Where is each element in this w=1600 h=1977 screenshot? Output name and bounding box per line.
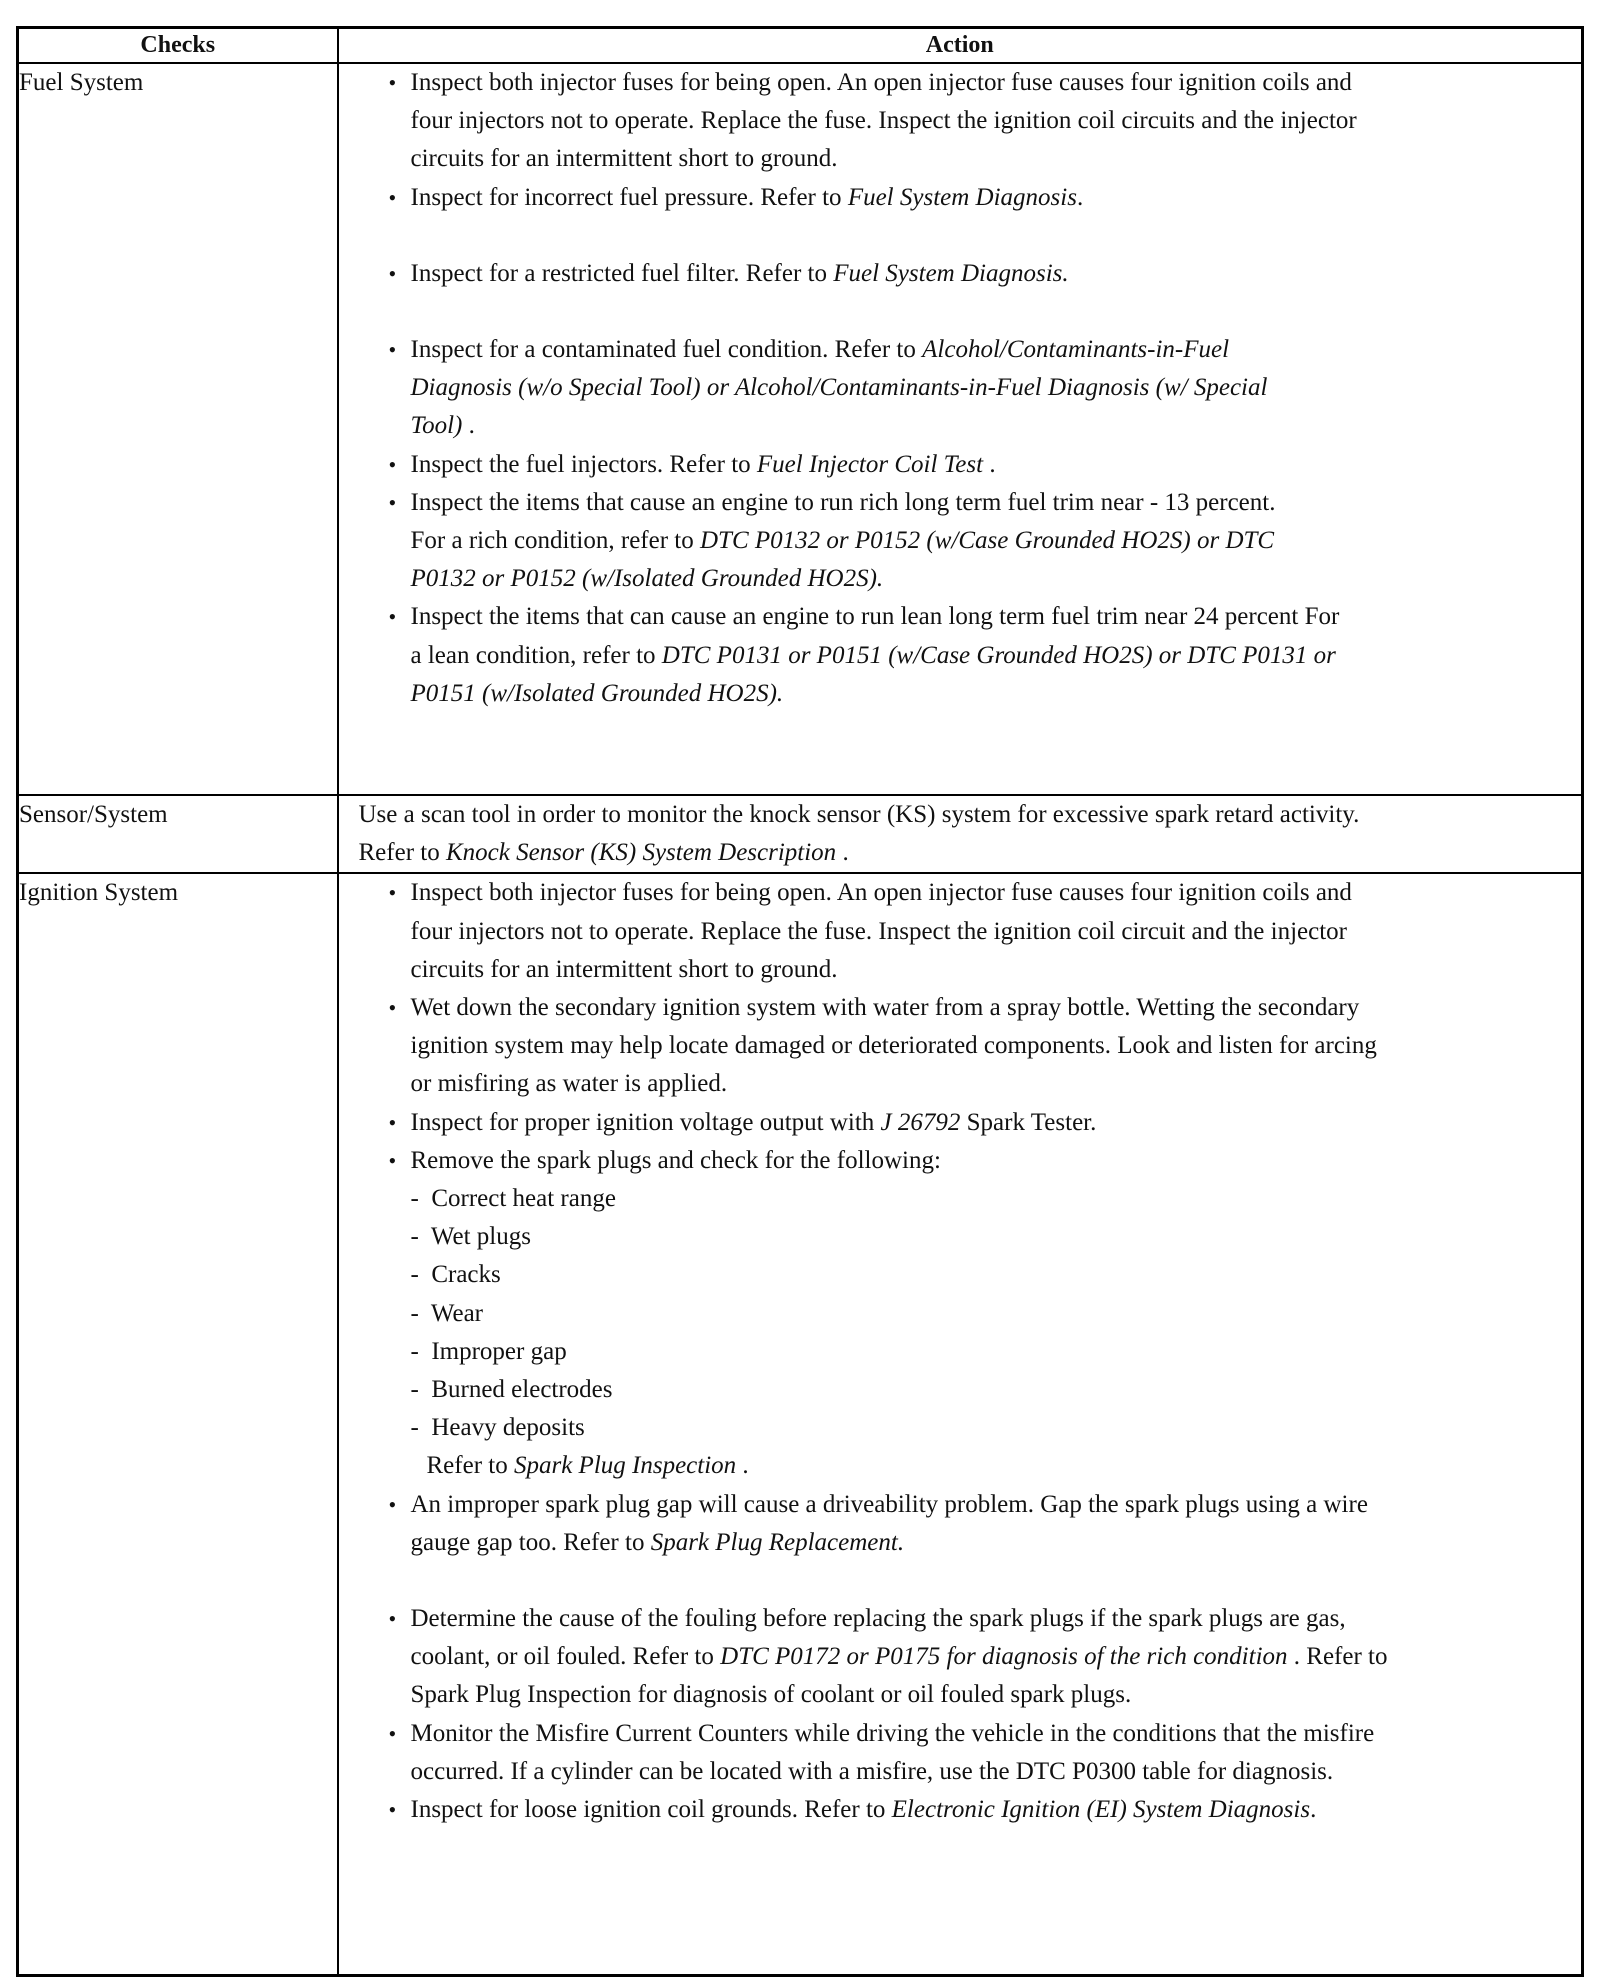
list-item: • An improper spark plug gap will cause a driveability problem. Gap the spark plugs using a wire gauge gap too. Refer to Spark Plug Replacement. [389,1486,1399,1562]
list-item: • Inspect for loose ignition coil grounds. Refer to Electronic Ignition (EI) System Diagnosis. [389,1791,1399,1829]
table-row-sensor-system [18,795,1583,873]
table-row-ignition-system [18,873,1583,1976]
refer-line: Refer to Spark Plug Inspection . [426,1452,749,1480]
list-item: • Inspect for a contaminated fuel condition. Refer to Alcohol/Contaminants-in-Fuel Diagnosis (w/o Special Tool) or Alcohol/Contaminants-in-Fuel Diagnosis (w/ Special Tool) . [389,331,1311,446]
action-column-header: Action [338,28,1583,64]
reference-link: DTC P0131 or P0151 (w/Case Grounded HO2S) or DTC P0131 or P0151 (w/Isolated Grounded HO2S). [410,641,1336,707]
list-item: • Wet down the secondary ignition system with water from a spray bottle. Wetting the secondary ignition system may help locate damaged or deteriorated components. Look and listen for arcing or misfiring as water is applied. [389,989,1399,1104]
table-row-fuel-system [18,63,1583,795]
reference-link: J 26792 [880,1108,961,1136]
reference-link: Spark Plug Replacement. [650,1528,905,1556]
check-cell-fuel-system: Fuel System [18,63,338,795]
reference-link: Fuel System Diagnosis. [833,259,1069,287]
list-item: • Inspect both injector fuses for being open. An open injector fuse causes four ignition coils and four injectors not to operate. Replace the fuse. Inspect the ignition coil circuits and the injector circuits for an intermittent short to ground. [389,64,1399,179]
list-item: • Inspect the items that can cause an engine to run lean long term fuel trim near 24 percent For a lean condition, refer to DTC P0131 or P0151 (w/Case Grounded HO2S) or DTC P0131 or P0151 (w/Isolated Grounded HO2S). [389,598,1341,713]
reference-link: DTC P0132 or P0152 (w/Case Grounded HO2S) or DTC P0132 or P0152 (w/Isolated Grounded HO2S). [410,527,1275,593]
table-header-row [18,28,1583,64]
reference-link: Fuel System Diagnosis [847,183,1077,211]
list-item: • Inspect both injector fuses for being open. An open injector fuse causes four ignition coils and four injectors not to operate. Replace the fuse. Inspect the ignition coil circuit and the injector circuits for an intermittent short to ground. [389,874,1399,989]
check-cell-sensor-system: Sensor/System [18,795,338,873]
reference-link: Spark Plug Inspection [513,1452,737,1480]
sub-list-item: - Wet plugs [410,1223,531,1251]
sub-list-item: - Heavy deposits [410,1414,585,1442]
checks-column-header: Checks [18,28,338,64]
reference-link: Knock Sensor (KS) System Description [445,839,837,867]
list-item: • Inspect for proper ignition voltage output with J 26792 Spark Tester. [389,1104,1399,1142]
list-item: • Inspect for incorrect fuel pressure. Refer to Fuel System Diagnosis. [389,179,1399,217]
reference-link: Electronic Ignition (EI) System Diagnosis [891,1796,1311,1824]
reference-link: DTC P0172 or P0175 for diagnosis of the rich condition [720,1643,1288,1671]
sub-list-item: - Improper gap [410,1337,567,1365]
sub-list-item: - Burned electrodes [410,1376,613,1404]
list-item: • Inspect for a restricted fuel filter. Refer to Fuel System Diagnosis. [389,255,1399,293]
list-item: • Determine the cause of the fouling before replacing the spark plugs if the spark plugs are gas, coolant, or oil fouled. Refer to DTC P0172 or P0175 for diagnosis of the rich condition . Refer to Spark Plug Inspection for diagnosis of coolant or oil fouled spark plugs. [389,1600,1399,1715]
sub-list [389,1180,1399,1447]
sub-list-item: - Cracks [410,1261,501,1289]
sub-list-item: - Correct heat range [410,1185,616,1213]
list-item: • Inspect the items that cause an engine to run rich long term fuel trim near - 13 percent. For a rich condition, refer to DTC P0132 or P0152 (w/Case Grounded HO2S) or DTC P0132 or P0152 (w/Isolated Grounded HO2S). [389,484,1311,599]
reference-link: Fuel Injector Coil Test [756,450,984,478]
list-item: • Inspect the fuel injectors. Refer to Fuel Injector Coil Test . [389,446,1399,484]
action-cell-ignition-system [338,873,1583,1976]
reference-link: Alcohol/Contaminants-in-Fuel Diagnosis (w/o Special Tool) or Alcohol/Contaminants-in-Fuel Diagnosis (w/ Special Tool) [410,336,1268,440]
sub-list-item: - Wear [410,1299,483,1327]
action-cell-fuel-system [338,63,1583,795]
check-cell-ignition-system: Ignition System [18,873,338,1976]
list-item: • Remove the spark plugs and check for the following: [389,1142,1399,1180]
list-item: • Monitor the Misfire Current Counters while driving the vehicle in the conditions that the misfire occurred. If a cylinder can be located with a misfire, use the DTC P0300 table for diagnosis. [389,1715,1399,1791]
diagnostic-table [16,26,1584,1977]
action-cell-sensor-system: Use a scan tool in order to monitor the knock sensor (KS) system for excessive spark retard activity. Refer to Knock Sensor (KS) System Description . [338,795,1583,873]
